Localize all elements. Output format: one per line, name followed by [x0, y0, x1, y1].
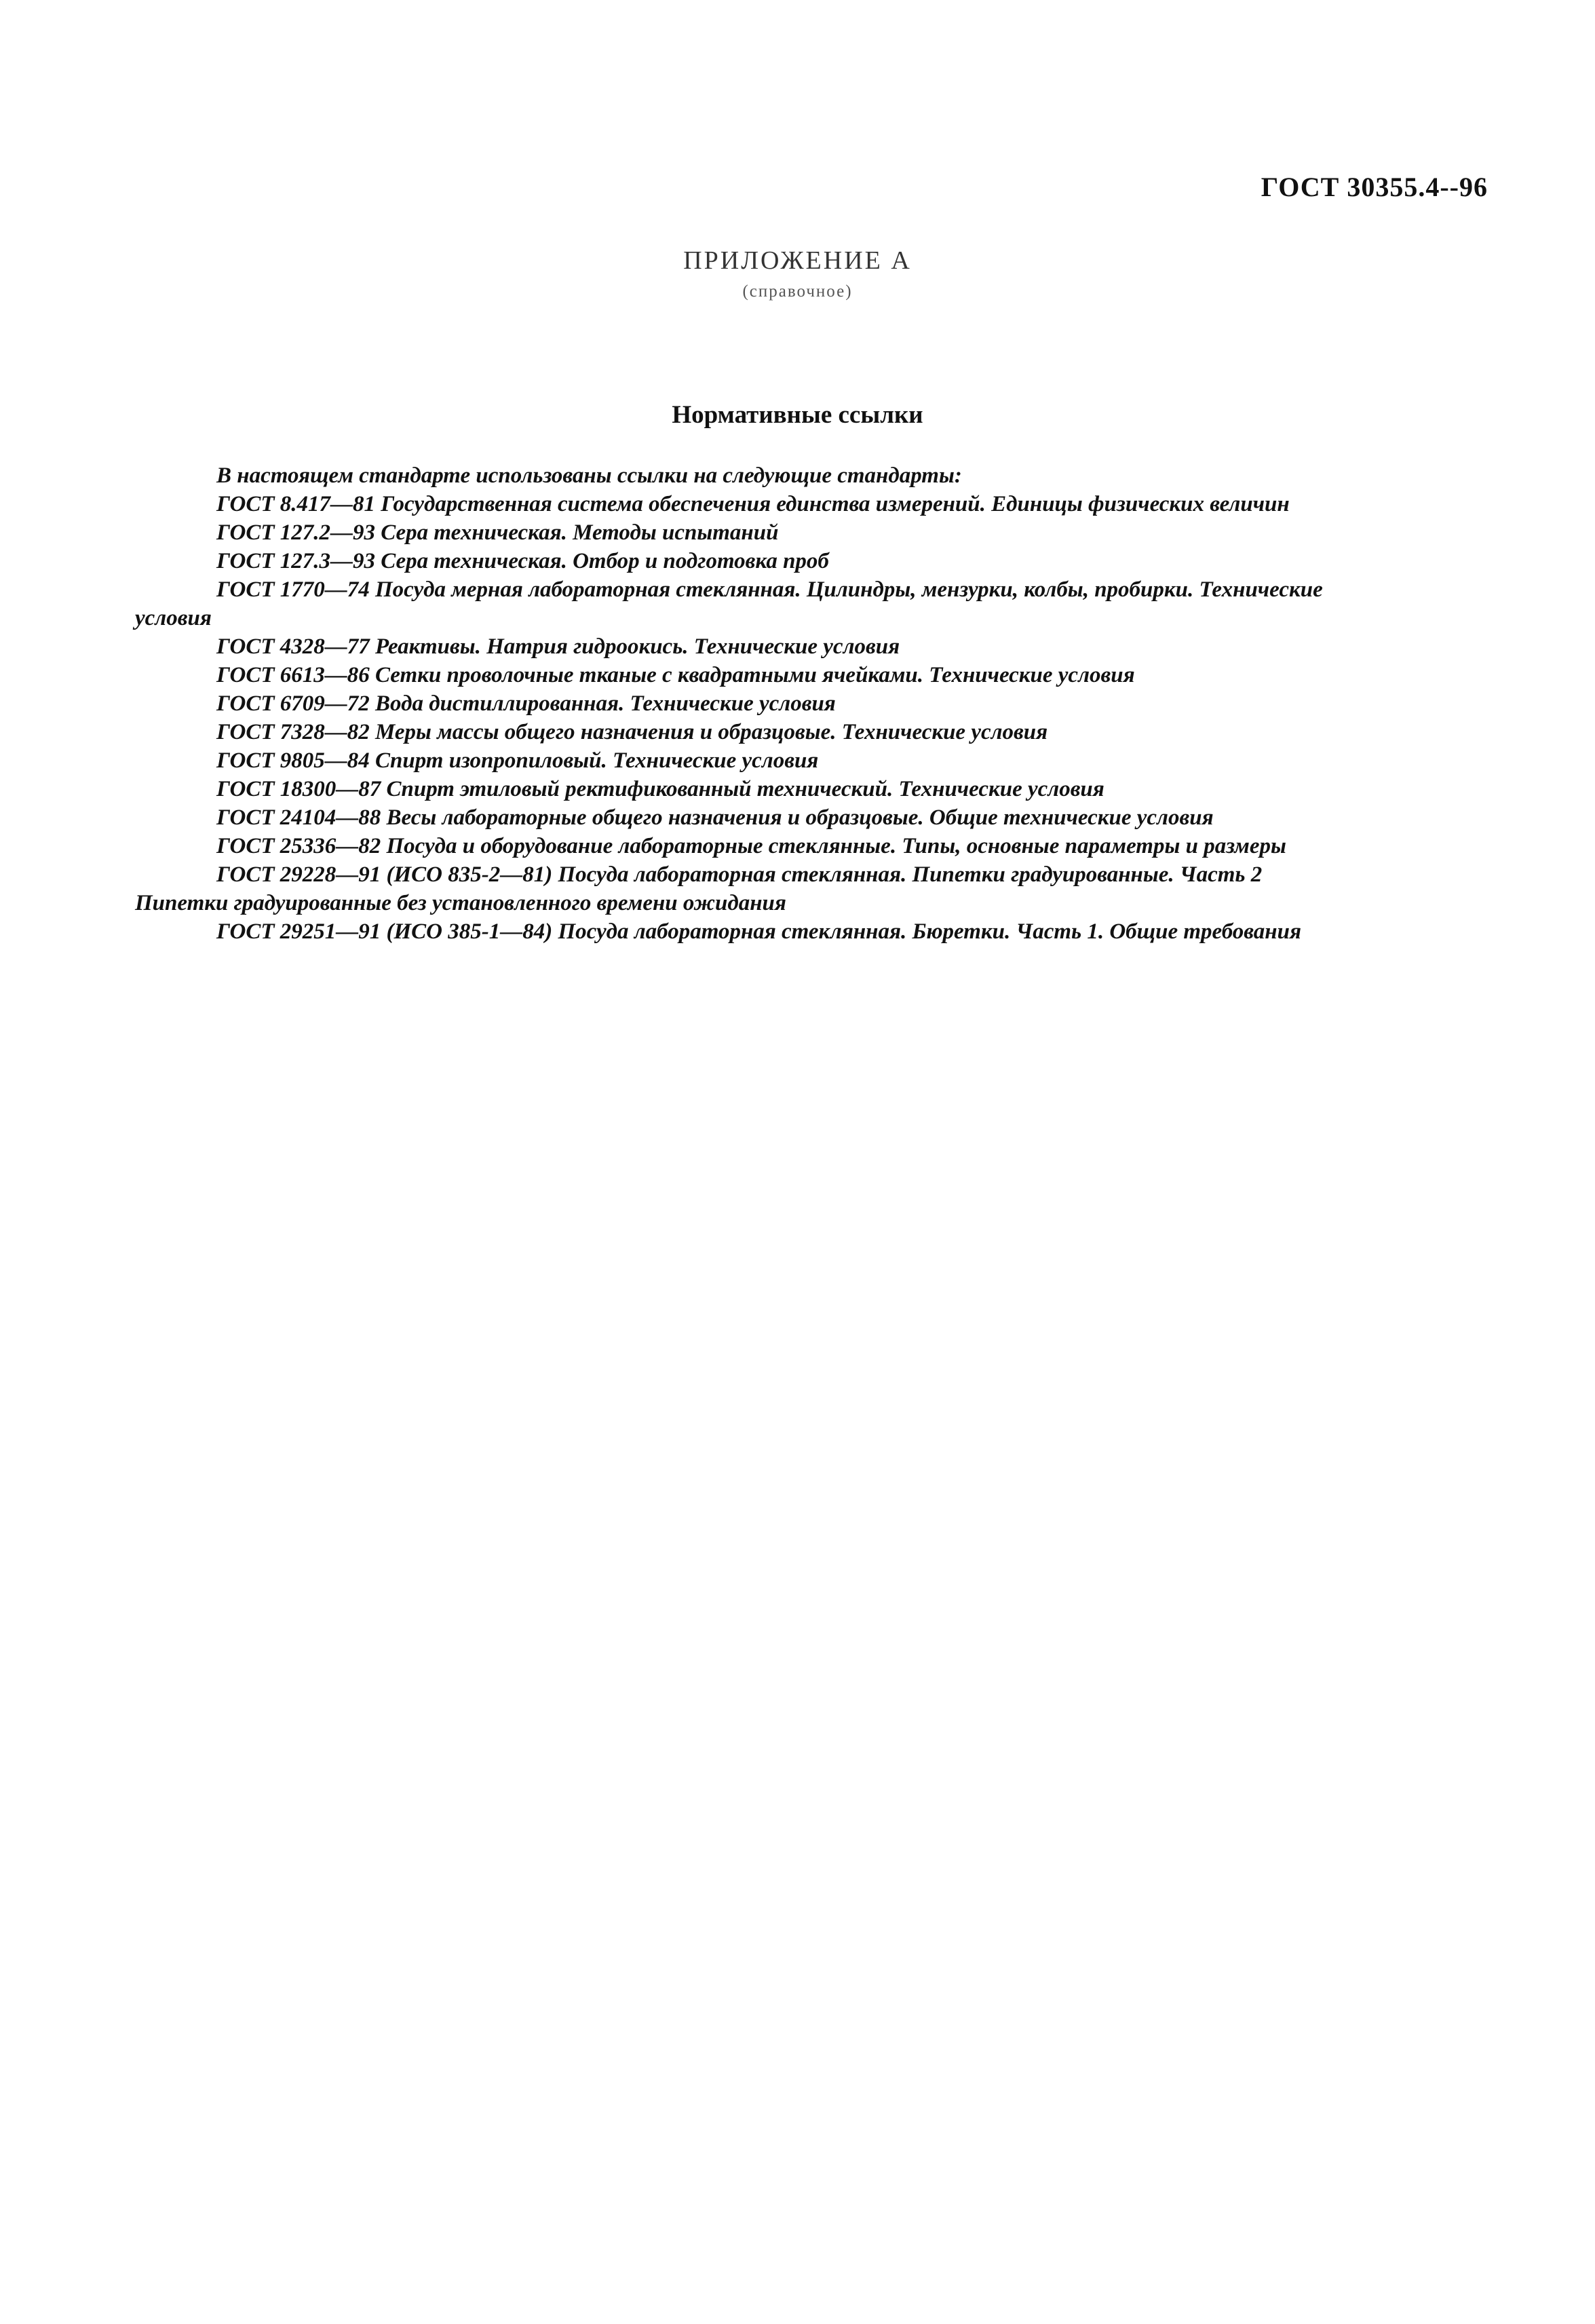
- reference-item: ГОСТ 4328—77 Реактивы. Натрия гидроокись. Технические условия: [216, 634, 900, 659]
- reference-item: ГОСТ 6613—86 Сетки проволочные тканые с квадратными ячейками. Технические условия: [216, 663, 1135, 687]
- appendix-note: (справочное): [742, 282, 853, 301]
- reference-item: ГОСТ 29251—91 (ИСО 385-1—84) Посуда лабораторная стеклянная. Бюретки. Часть 1. Общие требования: [216, 919, 1301, 944]
- reference-item: ГОСТ 7328—82 Меры массы общего назначения и образцовые. Технические условия: [216, 720, 1048, 744]
- document-number: ГОСТ 30355.4--96: [1261, 172, 1488, 202]
- reference-item: ГОСТ 29228—91 (ИСО 835-2—81) Посуда лабораторная стеклянная. Пипетки градуированные. Часть 2: [216, 862, 1263, 887]
- reference-item: ГОСТ 127.2—93 Сера техническая. Методы испытаний: [216, 520, 779, 545]
- references-intro: В настоящем стандарте использованы ссылки на следующие стандарты:: [216, 463, 962, 488]
- reference-item: ГОСТ 1770—74 Посуда мерная лабораторная стеклянная. Цилиндры, мензурки, колбы, пробирки. Технические: [216, 577, 1323, 602]
- reference-item: ГОСТ 9805—84 Спирт изопропиловый. Технические условия: [216, 748, 819, 773]
- appendix-title: ПРИЛОЖЕНИЕ А: [683, 246, 912, 275]
- reference-item-continuation: условия: [135, 606, 212, 630]
- reference-item-continuation: Пипетки градуированные без установленного времени ожидания: [135, 891, 786, 915]
- reference-item: ГОСТ 6709—72 Вода дистиллированная. Технические условия: [216, 691, 836, 716]
- reference-item: ГОСТ 8.417—81 Государственная система обеспечения единства измерений. Единицы физических величин: [216, 492, 1290, 516]
- references-list: [135, 461, 1488, 946]
- reference-item: ГОСТ 25336—82 Посуда и оборудование лабораторные стеклянные. Типы, основные параметры и размеры: [216, 834, 1286, 858]
- reference-item: ГОСТ 127.3—93 Сера техническая. Отбор и подготовка проб: [216, 549, 829, 573]
- reference-item: ГОСТ 18300—87 Спирт этиловый ректификованный технический. Технические условия: [216, 777, 1104, 801]
- section-title: Нормативные ссылки: [672, 401, 923, 429]
- reference-item: ГОСТ 24104—88 Весы лабораторные общего назначения и образцовые. Общие технические условия: [216, 805, 1214, 830]
